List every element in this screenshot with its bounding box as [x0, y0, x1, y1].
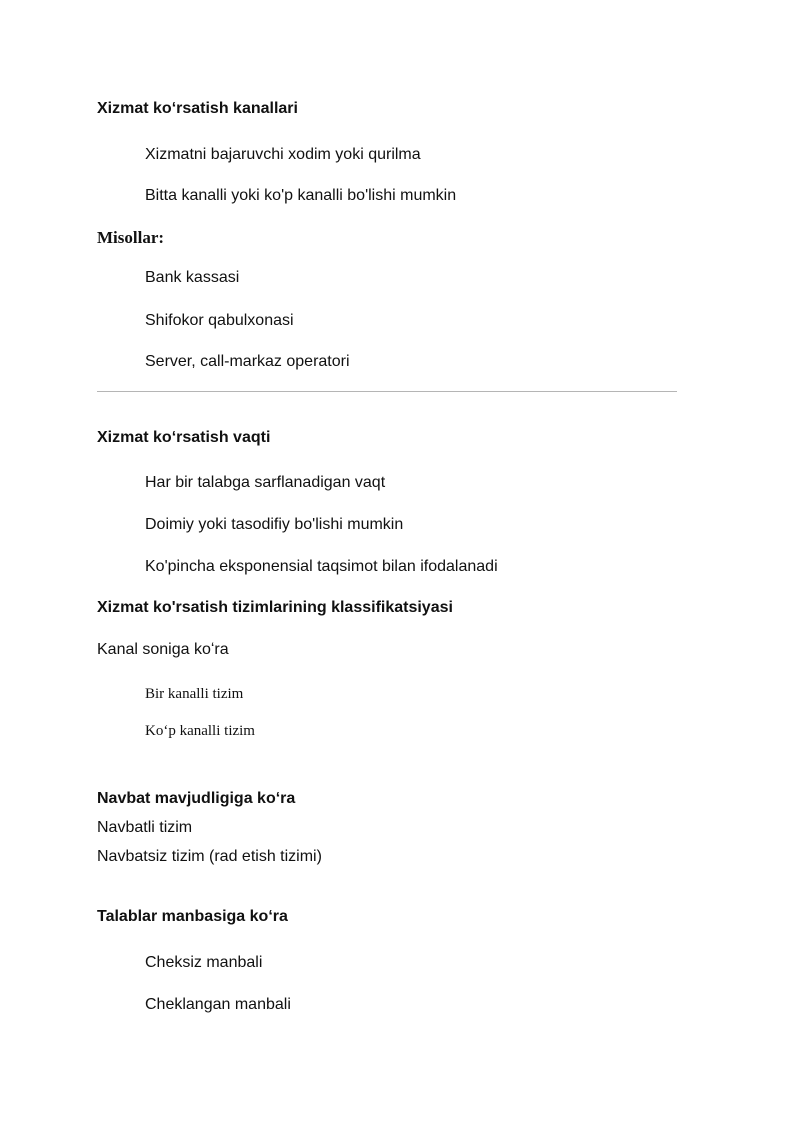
section-heading-service-time: Xizmat koʻrsatish vaqti — [97, 429, 271, 446]
examples-heading: Misollar: — [97, 228, 165, 247]
list-item: Bank kassasi — [145, 269, 240, 286]
list-item: Shifokor qabulxonasi — [145, 312, 294, 329]
list-item: Cheklangan manbali — [145, 996, 291, 1013]
list-item: Har bir talabga sarflanadigan vaqt — [145, 474, 386, 491]
list-item: Xizmatni bajaruvchi xodim yoki qurilma — [145, 146, 421, 163]
section-heading-classification: Xizmat ko'rsatish tizimlarining klassifikatsiyasi — [97, 599, 453, 616]
list-item: Bir kanalli tizim — [145, 686, 244, 702]
list-item: Server, call-markaz operatori — [145, 353, 350, 370]
list-item: Ko'pincha eksponensial taqsimot bilan ifodalanadi — [145, 558, 498, 575]
horizontal-divider — [97, 391, 677, 392]
list-item: Cheksiz manbali — [145, 954, 263, 971]
list-item: Koʻp kanalli tizim — [145, 723, 255, 739]
subheading-by-channels: Kanal soniga koʻra — [97, 641, 229, 658]
list-item: Bitta kanalli yoki ko'p kanalli bo'lishi mumkin — [145, 187, 457, 204]
list-item: Navbatsiz tizim (rad etish tizimi) — [97, 848, 322, 865]
list-item: Doimiy yoki tasodifiy bo'lishi mumkin — [145, 516, 404, 533]
section-heading-queue: Navbat mavjudligiga koʻra — [97, 790, 296, 807]
section-heading-channels: Xizmat koʻrsatish kanallari — [97, 100, 298, 117]
section-heading-source: Talablar manbasiga koʻra — [97, 908, 288, 925]
list-item: Navbatli tizim — [97, 819, 193, 836]
